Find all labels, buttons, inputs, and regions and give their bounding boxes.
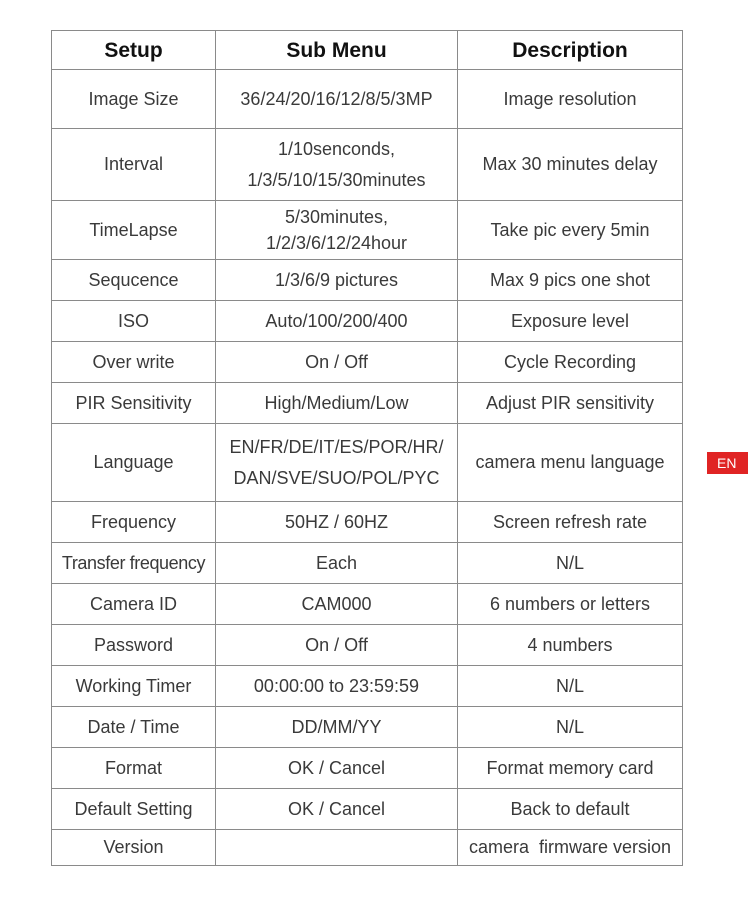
header-setup: Setup bbox=[52, 31, 216, 70]
table-row bbox=[52, 625, 683, 666]
sub-menu-cell bbox=[216, 260, 458, 301]
description-cell: N/L bbox=[458, 543, 683, 584]
table-row bbox=[52, 748, 683, 789]
setup-cell: Transfer frequency bbox=[52, 543, 216, 584]
sub-menu-line: OK / Cancel bbox=[287, 757, 386, 778]
table-row bbox=[52, 830, 683, 866]
setup-cell: Date / Time bbox=[52, 707, 216, 748]
sub-menu-cell bbox=[216, 301, 458, 342]
sub-menu-line: Each bbox=[315, 552, 358, 573]
language-tab-badge: EN bbox=[707, 452, 748, 474]
table-row bbox=[52, 707, 683, 748]
setup-cell: Default Setting bbox=[52, 789, 216, 830]
setup-cell: Version bbox=[52, 830, 216, 866]
description-cell: Format memory card bbox=[458, 748, 683, 789]
setup-cell: Working Timer bbox=[52, 666, 216, 707]
table-row bbox=[52, 342, 683, 383]
description-cell: Take pic every 5min bbox=[458, 201, 683, 260]
description-cell: camera firmware version bbox=[458, 830, 683, 866]
setup-cell: Password bbox=[52, 625, 216, 666]
sub-menu-cell bbox=[216, 129, 458, 201]
setup-cell: Over write bbox=[52, 342, 216, 383]
sub-menu-line: 1/3/6/9 pictures bbox=[274, 269, 399, 290]
table-row bbox=[52, 129, 683, 201]
setup-cell: Camera ID bbox=[52, 584, 216, 625]
description-cell: Image resolution bbox=[458, 70, 683, 129]
sub-menu-line: EN/FR/DE/IT/ES/POR/HR/ bbox=[229, 436, 444, 457]
sub-menu-line: 36/24/20/16/12/8/5/3MP bbox=[240, 88, 433, 109]
setup-cell: Sequcence bbox=[52, 260, 216, 301]
sub-menu-line: On / Off bbox=[305, 351, 368, 372]
table-row bbox=[52, 301, 683, 342]
setup-cell: Interval bbox=[52, 129, 216, 201]
table-row bbox=[52, 584, 683, 625]
sub-menu-cell bbox=[216, 342, 458, 383]
sub-menu-cell bbox=[216, 543, 458, 584]
description-cell: N/L bbox=[458, 707, 683, 748]
table-header-row bbox=[52, 31, 683, 70]
setup-cell: Image Size bbox=[52, 70, 216, 129]
setup-cell: TimeLapse bbox=[52, 201, 216, 260]
sub-menu-line: Auto/100/200/400 bbox=[265, 310, 408, 331]
sub-menu-line: DD/MM/YY bbox=[291, 716, 382, 737]
description-cell: N/L bbox=[458, 666, 683, 707]
header-sub-menu: Sub Menu bbox=[216, 31, 458, 70]
sub-menu-line: OK / Cancel bbox=[287, 798, 386, 819]
sub-menu-cell bbox=[216, 502, 458, 543]
table-row bbox=[52, 789, 683, 830]
sub-menu-cell bbox=[216, 383, 458, 424]
description-cell: Screen refresh rate bbox=[458, 502, 683, 543]
sub-menu-cell bbox=[216, 830, 458, 866]
header-description: Description bbox=[458, 31, 683, 70]
sub-menu-line: 1/10senconds, bbox=[277, 138, 396, 159]
table-row bbox=[52, 666, 683, 707]
sub-menu-line: 5/30minutes, bbox=[284, 207, 389, 227]
sub-menu-line: 50HZ / 60HZ bbox=[284, 511, 389, 532]
description-cell: Cycle Recording bbox=[458, 342, 683, 383]
description-cell: Back to default bbox=[458, 789, 683, 830]
sub-menu-line: DAN/SVE/SUO/POL/PYC bbox=[233, 467, 440, 488]
description-cell: Adjust PIR sensitivity bbox=[458, 383, 683, 424]
sub-menu-line: 1/2/3/6/12/24hour bbox=[265, 233, 408, 253]
sub-menu-cell bbox=[216, 707, 458, 748]
sub-menu-line: CAM000 bbox=[301, 593, 372, 614]
description-cell: 6 numbers or letters bbox=[458, 584, 683, 625]
setup-cell: PIR Sensitivity bbox=[52, 383, 216, 424]
table-row bbox=[52, 424, 683, 502]
sub-menu-cell bbox=[216, 201, 458, 260]
table-row bbox=[52, 502, 683, 543]
setup-cell: ISO bbox=[52, 301, 216, 342]
sub-menu-cell bbox=[216, 625, 458, 666]
setup-cell: Format bbox=[52, 748, 216, 789]
table-row bbox=[52, 201, 683, 260]
description-cell: Exposure level bbox=[458, 301, 683, 342]
sub-menu-cell bbox=[216, 789, 458, 830]
sub-menu-line: 00:00:00 to 23:59:59 bbox=[253, 675, 420, 696]
sub-menu-line: 1/3/5/10/15/30minutes bbox=[247, 169, 426, 190]
sub-menu-cell bbox=[216, 666, 458, 707]
table-row bbox=[52, 260, 683, 301]
setup-cell: Frequency bbox=[52, 502, 216, 543]
table-row bbox=[52, 70, 683, 129]
table-row bbox=[52, 543, 683, 584]
description-cell: Max 9 pics one shot bbox=[458, 260, 683, 301]
description-cell: camera menu language bbox=[458, 424, 683, 502]
sub-menu-cell bbox=[216, 424, 458, 502]
sub-menu-cell bbox=[216, 70, 458, 129]
settings-table bbox=[51, 30, 683, 866]
description-cell: Max 30 minutes delay bbox=[458, 129, 683, 201]
setup-cell: Language bbox=[52, 424, 216, 502]
sub-menu-line: High/Medium/Low bbox=[264, 392, 409, 413]
sub-menu-cell bbox=[216, 584, 458, 625]
sub-menu-line: On / Off bbox=[305, 634, 368, 655]
description-cell: 4 numbers bbox=[458, 625, 683, 666]
sub-menu-cell bbox=[216, 748, 458, 789]
table-row bbox=[52, 383, 683, 424]
